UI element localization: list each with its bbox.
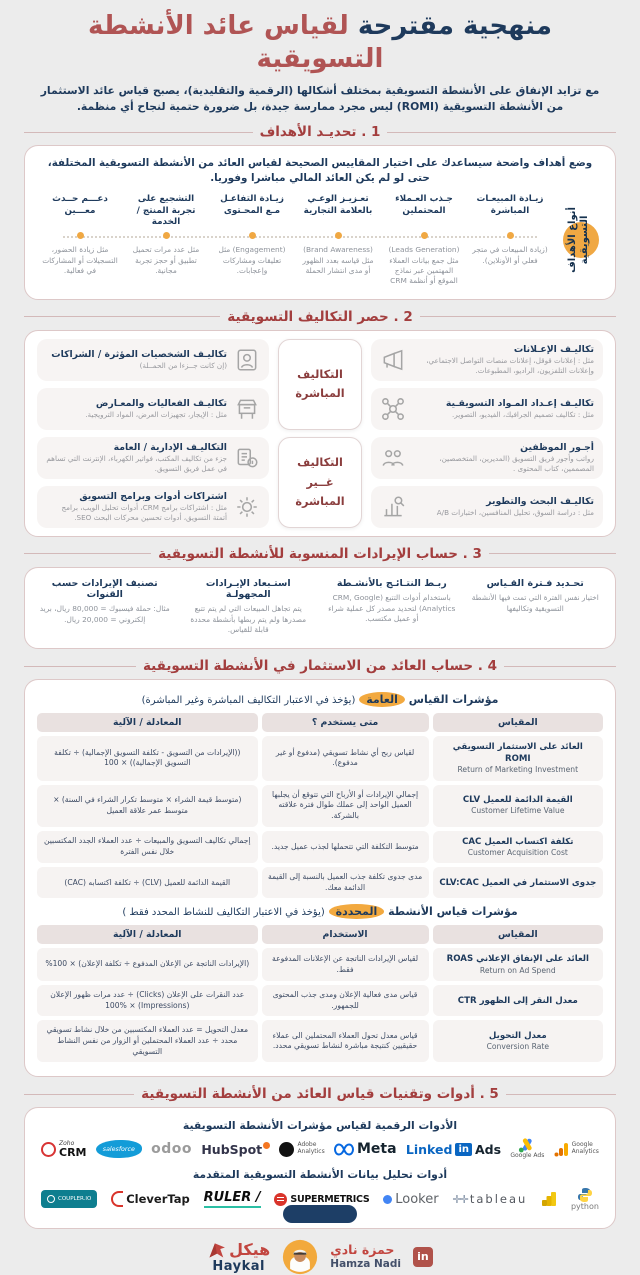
goals-row xyxy=(37,192,603,290)
goal-leads: جـذب العـملاء المحتملين (Leads Generation) مثل جمع بيانات العملاء المهتمين عبر نماذج الموقع أو أنظمة CRM xyxy=(388,194,460,286)
general-metrics-subtitle: مؤشرات القياس العامة (يؤخذ في الاعتبار التكاليف المباشرة وغير المباشرة) xyxy=(141,693,499,706)
goal-trial: التشجيع على تجربة المنتج / الخدمة مثل عدد مرات تحميل تطبيق أو حجز تجربة مجانية. xyxy=(132,194,200,275)
table-row-clv-metric: القيمة الدائمة للعميل CLV Customer Lifetime Value xyxy=(433,785,603,827)
divider-line xyxy=(387,132,616,133)
section3-header xyxy=(24,546,616,562)
col-header-formula: المعادلة / الآلية xyxy=(37,713,258,732)
looker-logo: Looker xyxy=(383,1192,438,1207)
digital-tools-title: الأدوات الرقمية لقياس مؤشرات الأنشطة التسويقية xyxy=(182,1119,458,1133)
col-header-formula: المعادلة / الآلية xyxy=(37,925,258,944)
author-avatar xyxy=(282,1239,318,1275)
section5-header xyxy=(24,1086,616,1102)
page-title xyxy=(24,10,616,75)
megaphone-icon xyxy=(380,347,406,373)
section1-intro: وضع أهداف واضحة سيساعدك على اختيار المقاييس الصحيحة لقياس العائد من الأنشطة التسويقية المختلفة، حتى لو لم يكن العائد المالي مباشرا وفوريا. xyxy=(47,157,593,185)
research-chart-icon xyxy=(380,494,406,520)
divider-line xyxy=(24,553,151,554)
divider-line xyxy=(420,316,616,317)
clevertap-arc-icon xyxy=(111,1191,123,1207)
meta-infinity-icon xyxy=(334,1143,354,1156)
costs-grid xyxy=(37,339,603,528)
cost-events: تكاليـف الفعاليات والمعـارض مثل : الإيجار، تجهيزات العرض، المواد الترويجية. xyxy=(37,388,269,430)
influencer-card-icon xyxy=(234,347,260,373)
bottom-decorative-pill xyxy=(283,1205,357,1223)
divider-line xyxy=(504,666,616,667)
section2-title: 2 . حصر التكاليف التسويقية xyxy=(227,308,413,325)
orange-highlight: المحددة xyxy=(329,904,385,919)
linkedin-ads-logo: Linked in Ads xyxy=(405,1141,502,1157)
linkedin-icon[interactable]: in xyxy=(413,1247,433,1267)
timeline-dot xyxy=(421,232,428,239)
adobe-analytics-logo: Adobe Analytics xyxy=(279,1142,324,1157)
google-analytics-logo: Google Analytics xyxy=(554,1142,599,1157)
intro-paragraph: مع تزايد الإنفاق على الأنشطة التسويقية بمختلف أشكالها (الرقمية والتقليدية)، يصبح قياس عائد الاستثمار من الأنشطة التسويقية (ROMI) ليس مجرد ممارسة جيدة، بل ضرورة حتمية لنجاح أي منظمة. xyxy=(40,84,600,114)
power-bi-icon xyxy=(541,1191,557,1207)
section4-header xyxy=(24,658,616,674)
cost-admin: التكاليـف الإدارية / العامة جزء من تكاليف المكتب، فواتير الكهرباء، الإنترنت التي تساهم في عمل فريق التسويق. xyxy=(37,437,269,479)
table-row-roas-metric: العائد على الإنفاق الإعلاني ROAS Return on Ad Spend xyxy=(433,948,603,981)
goal-brand-awareness: تعـزيـز الوعـي بالعلامة التجارية (Brand Awareness) مثل قياسه بعدد الظهور أو مدى انتشار الحملة xyxy=(302,194,374,275)
orange-highlight: العامة xyxy=(359,692,405,707)
haykal-brand: هيكل Haykal xyxy=(207,1240,270,1273)
table-row-clvcac-metric: جدوى الاستثمار في العميل CLV:CAC xyxy=(433,867,603,898)
title-accent: منهجية مقترحة xyxy=(357,11,552,41)
cost-wages: أجـور الموظفين رواتب وأجور فريق التسويق (المديرين، المتخصصين، المصممين، كتاب المحتوى . xyxy=(371,437,603,479)
divider-line xyxy=(24,666,136,667)
linkedin-in-icon: in xyxy=(455,1143,472,1156)
cost-ads: تكاليـف الإعـلانات مثل : إعلانات قوقل، إعلانات منصات التواصل الاجتماعي، وإعلانات التلفزيون، الراديو، المطبوعات. xyxy=(371,339,603,381)
ruler-logo: RULER / xyxy=(204,1190,261,1208)
google-ads-icon xyxy=(518,1138,536,1153)
footer xyxy=(24,1239,616,1275)
goal-direct-sales: زيـادة المبيعـات المباشرة (زيادة المبيعات في متجر فعلي أو الأونلاين). xyxy=(472,194,548,265)
looker-icon xyxy=(383,1195,392,1204)
section5-title: 5 . أدوات وتقنيات قياس العائد من الأنشطة التسويقية xyxy=(141,1086,499,1103)
salesforce-logo xyxy=(96,1140,142,1158)
team-icon xyxy=(380,445,406,471)
timeline-dot xyxy=(249,232,256,239)
section2-card xyxy=(24,330,616,537)
section1-card xyxy=(24,145,616,299)
specific-metrics-table: المقياس الاستخدام المعادلة / الآلية العائد على الإنفاق الإعلاني ROAS Return on Ad Spend لقياس الإيرادات الناتجة عن الإعلانات المدفوعة فقط. (الإيرادات الناتجة عن الإعلان المدفوع ÷ تكلفة الإعلان) × 100% معدل النقر إلى الظهور CTR قياس مدى فعالية الإعلان ومدى جذب المحتوى للجمهور. عدد النقرات على الإعلان (Clicks) ÷ عدد مرات ظهور الإعلان (Impressions) × 100% معدل التحويل Conversion Rate قياس معدل تحول العملاء المحتملين الى عملاء حقيقيين كنتيجة مباشرة لنشاط تسويقي محدد. معدل التحويل = عدد العملاء المكتسبين من خلال نشاط تسويقي محدد ÷ عدد العملاء المحتملين أو الزوار من نفس النشاط التسويقي xyxy=(37,925,603,1062)
section4-card xyxy=(24,679,616,1077)
supermetrics-logo: SUPERMETRICS xyxy=(274,1193,369,1206)
divider-line xyxy=(24,316,220,317)
hubspot-sprocket-icon xyxy=(263,1142,270,1149)
divider-line xyxy=(24,132,253,133)
section3-title: 3 . حساب الإيرادات المنسوبة للأنشطة التسويقية xyxy=(158,545,482,562)
col-header-usage: متى يستخدم ؟ xyxy=(262,713,429,732)
table-row-ctr-metric: معدل النقر إلى الظهور CTR xyxy=(433,985,603,1016)
table-row-romi-metric: العائد على الاستثمار التسويقي ROMI Return of Marketing Investment xyxy=(433,736,603,781)
salesforce-cloud-icon: salesforce xyxy=(96,1140,142,1158)
step-linking: ربـط النتـائـج بالأنشـطة باستخدام أدوات التتبع (CRM, Google Analytics) لتحديد مصدر كل عملية شراء أو عميل مكتسب. xyxy=(328,577,456,624)
clevertap-logo: CleverTap xyxy=(111,1191,190,1207)
section3-card xyxy=(24,567,616,649)
col-header-metric: المقياس xyxy=(433,925,603,944)
specific-metrics-subtitle: مؤشرات قياس الأنشطة المحددة (يؤخذ في الاعتبار التكاليف للنشاط المحدد فقط ) xyxy=(122,905,518,919)
cost-influencers: تكاليـف الشخصيات المؤثرة / الشراكات (إن كانت جــزءا من الحمــلة) xyxy=(37,339,269,381)
col-header-metric: المقياس xyxy=(433,713,603,732)
google-ads-logo: Google Ads xyxy=(510,1138,544,1160)
revenue-steps xyxy=(37,576,603,640)
col-header-usage: الاستخدام xyxy=(262,925,429,944)
goals-side-label xyxy=(553,194,603,286)
divider-line xyxy=(24,1094,134,1095)
hubspot-logo: HubSpot xyxy=(201,1142,270,1157)
section4-title: 4 . حساب العائد من الاستثمار في الأنشطة التسويقية xyxy=(142,658,498,674)
meta-logo: Meta xyxy=(334,1141,397,1157)
step-classify: تصنيف الإيرادات حسب القنوات مثال: حملة فيسبوك = 80,000 ريال، بريد إلكتروني = 20,000 ريال. xyxy=(39,577,170,624)
power-bi-logo xyxy=(541,1191,557,1207)
author-name: حمزة نادي Hamza Nadi xyxy=(330,1242,401,1270)
invoice-money-icon xyxy=(234,445,260,471)
table-row-conversion-metric: معدل التحويل Conversion Rate xyxy=(433,1020,603,1062)
goals-side-label-text: أنواع الأهداف التسويقية xyxy=(567,207,590,274)
software-gear-icon xyxy=(234,494,260,520)
coupler-icon xyxy=(47,1195,55,1203)
odoo-logo: odoo xyxy=(151,1141,193,1158)
timeline-dot xyxy=(77,232,84,239)
step-exclude: استـبعاد الإيـرادات المجهولـة يتم تجاهل المبيعات التي لم يتم تتبع مصدرها ولم يتم ربطها بأنشطة محددة قابلة للقياس. xyxy=(190,577,307,635)
adobe-analytics-icon xyxy=(279,1142,294,1157)
divider-line xyxy=(506,1094,616,1095)
timeline-dot xyxy=(507,232,514,239)
timeline-dot xyxy=(163,232,170,239)
python-logo: python xyxy=(571,1187,599,1212)
general-metrics-table: المقياس متى يستخدم ؟ المعادلة / الآلية العائد على الاستثمار التسويقي ROMI Return of Marketing Investment لقياس ربح أي نشاط تسويقي (مدفوع أو غير مدفوع). ((الإيرادات من التسويق - تكلفة التسويق الإجمالية) ÷ تكلفة التسويق الإجمالية)) × 100 القيمة الدائمة للعميل CLV Customer Lifetime Value إجمالي الإيرادات أو الأرباح التي تتوقع أن يجلبها العميل الواحد إلى عملك طوال فترة علاقته بالشركة. (متوسط قيمة الشراء × متوسط تكرار الشراء في السنة) × متوسط عمر علاقة العميل تكلفة اكتساب العميل CAC Customer Acquisition Cost متوسط التكلفة التي تتحملها لجذب عميل جديد. إجمالي تكاليف التسويق والمبيعات ÷ عدد العملاء الجدد المكتسبين خلال نفس الفترة جدوى الاستثمار في العميل CLV:CAC مدى جدوى تكلفة جذب العميل بالنسبة إلى القيمة الدائمة معك. القيمة الدائمة للعميل (CLV) ÷ تكلفة اكتسابه (CAC) xyxy=(37,713,603,898)
advanced-tools-title: أدوات تحليل بيانات الأنشطة التسويقية المتقدمة xyxy=(192,1167,448,1181)
zoho-crm-logo: Zoho CRM xyxy=(41,1141,87,1158)
section2-header xyxy=(24,309,616,325)
design-network-icon xyxy=(380,396,406,422)
goal-engagement: زيـادة التفاعـل مـع المحـتوى (Engagement) مثل تعليقات ومشاركات وإعجابات. xyxy=(218,194,286,275)
digital-tools-logos xyxy=(37,1138,603,1160)
timeline-dot xyxy=(335,232,342,239)
direct-costs-badge: التكاليف المباشرة xyxy=(278,339,362,430)
supermetrics-icon xyxy=(274,1193,287,1206)
cost-subscriptions: اشتراكات أدوات وبرامج التسويق مثل : اشتراكات برامج CRM، أدوات تحليل الويب، برامج أتمتة التسويق، أدوات تحسين محركات البحث SEO. xyxy=(37,486,269,528)
section1-header xyxy=(24,124,616,140)
google-analytics-icon xyxy=(554,1142,569,1157)
python-icon xyxy=(577,1187,593,1203)
table-row-cac-metric: تكلفة اكتساب العميل CAC Customer Acquisition Cost xyxy=(433,831,603,864)
cost-research: تكاليـف البحث والتطوير مثل : دراسة السوق، تحليل المنافسين، اختبارات A/B xyxy=(371,486,603,528)
coupler-logo: COUPLER.IO xyxy=(41,1190,97,1208)
title-rest: لقياس عائد الأنشطة التسويقية xyxy=(88,11,384,74)
section1-title: 1 . تحديـد الأهداف xyxy=(259,124,381,141)
divider-line xyxy=(489,553,616,554)
goal-event-support: دعـــم حــدث معـــين مثل زيادة الحضور، التسجيلات أو المشاركات في فعالية. xyxy=(42,194,118,275)
haykal-icon xyxy=(207,1240,227,1260)
exhibition-booth-icon xyxy=(234,396,260,422)
tableau-icon: ✛✛ xyxy=(452,1192,467,1206)
cost-materials: تكاليـف إعـداد المـواد التسويقـية مثل : تكاليف تصميم الجرافيك، الفيديو، التصوير. xyxy=(371,388,603,430)
tableau-logo: ✛✛ tableau xyxy=(452,1192,528,1207)
zoho-icon xyxy=(41,1142,56,1157)
indirect-costs-badge: التكاليف غــير المباشرة xyxy=(278,437,362,528)
step-period: تحـديد فـترة القـياس اختيار نفس الفترة التي تمت فيها الأنشطة التسويقية وتكاليفها xyxy=(471,577,599,613)
